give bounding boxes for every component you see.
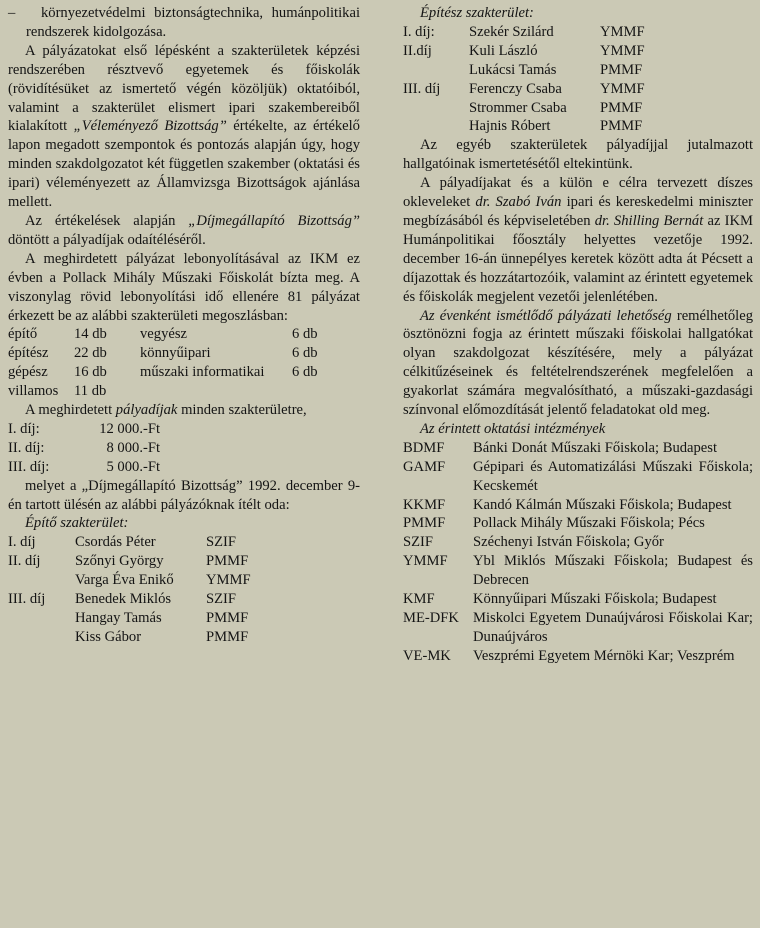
table-cell: KKMF (403, 496, 446, 513)
table-cell: Lukácsi Tamás (469, 61, 557, 78)
table-cell: II.díj (403, 42, 432, 59)
table-cell: GAMF (403, 458, 446, 475)
submission-stats-table (8, 325, 360, 401)
table-cell: III. díj (403, 80, 441, 97)
paragraph-text: remélhetőleg ösztönözni fogja az érintett műszaki főiskolai hallgatókat olyan szakdolgozat készítésére, mely a pályázat célkitűzéseinek és feltételrendszerének megfelelően a gyakorlat számára megvalósítható, a műszaki-gazdasági színvonal előmozdítását jelentő feladatokat old meg. (403, 307, 754, 419)
table-cell: Szőnyi György (75, 553, 164, 570)
table-cell: PMMF (206, 610, 249, 626)
table-cell: III. díj (8, 591, 46, 608)
table-cell: KMF (403, 591, 435, 608)
table-cell: Kandó Kálmán Műszaki Főiskola; Budapest (473, 496, 732, 513)
table-cell: Szekér Szilárd (469, 23, 554, 40)
prize-amounts-table (8, 420, 360, 477)
paragraph-ceremony (403, 174, 753, 306)
table-cell: Gépipari és Automatizálási Műszaki Főiskola; Kecskemét (473, 458, 753, 494)
table-cell: 5 000.-Ft (106, 458, 160, 475)
table-cell: BDMF (403, 439, 445, 456)
table-cell: I. díj: (403, 23, 435, 40)
section-heading: Építő szakterület: (25, 515, 129, 532)
table-cell: PMMF (600, 61, 643, 78)
table-cell: PMMF (206, 628, 249, 645)
table-cell: SZIF (206, 591, 237, 608)
table-cell: I. díj: (8, 420, 40, 437)
emphasis: „Véleményező Bizottság” (73, 118, 227, 135)
table-cell: villamos (8, 383, 59, 400)
table-cell: SZIF (403, 534, 434, 551)
list-item-text: környezetvédelmi biztonságtechnika, humánpolitikai rendszerek kidolgozása. (26, 5, 360, 40)
table-cell: Bánki Donát Műszaki Főiskola; Budapest (473, 439, 718, 456)
paragraph-prizes (8, 401, 360, 420)
table-cell: PMMF (600, 99, 643, 116)
dash-marker: – (8, 5, 16, 21)
table-cell: Hangay Tamás (75, 610, 162, 626)
emphasis: pályadíjak (115, 402, 178, 419)
paragraph-other-fields: Az egyéb szakterületek pályadíjjal jutalmazott hallgatóinak ismertetésétől eltekintünk. (403, 137, 753, 173)
table-cell: II. díj: (8, 439, 45, 456)
table-cell (292, 382, 332, 401)
table-cell (403, 117, 469, 136)
table-cell: PMMF (600, 118, 643, 135)
paragraph-text: A pályázatokat első lépésként a szakterületek képzési rendszerében résztvevő egyetemek és főiskolák (rövidítésüket az ismertető végén közöljük) oktatóiból, valamint a szakterület elismert ipari szakembereiből kialakított (8, 42, 360, 135)
table-cell: YMMF (403, 553, 448, 570)
table-cell: Könnyűipari Műszaki Főiskola; Budapest (473, 591, 717, 608)
table-cell: Kiss Gábor (75, 628, 142, 645)
paragraph-text: ipari és kereskedelmi miniszter megbízásából és képviseletében (403, 194, 754, 229)
table-cell: Strommer Csaba (469, 99, 567, 116)
paragraph-text: A pályadíjakat és a külön e célra tervezett díszes okleveleket (403, 175, 753, 211)
table-cell: ME-DFK (403, 610, 459, 626)
table-cell: YMMF (206, 572, 251, 589)
table-cell: Benedek Miklós (75, 591, 172, 608)
table-cell: Veszprémi Egyetem Mérnöki Kar; Veszprém (473, 647, 735, 664)
table-cell: építő (8, 326, 38, 343)
table-cell (403, 61, 469, 80)
table-cell: 6 db (292, 364, 318, 381)
table-cell: 6 db (292, 345, 318, 362)
table-cell: 22 db (74, 345, 107, 362)
paragraph-text: Az értékelések alapján (25, 212, 176, 229)
paragraph-text: döntött a pályadíjak odaítéléséről. (8, 231, 206, 248)
table-cell: YMMF (600, 23, 645, 40)
table-cell: 8 000.-Ft (106, 439, 160, 456)
epitesz-awards-table (403, 23, 753, 136)
epito-awards-table (8, 533, 360, 646)
table-cell (8, 628, 75, 647)
right-column (403, 4, 753, 666)
paragraph-award-intro: melyet a „Díjmegállapító Bizottság” 1992. december 9-én tartott ülésén az alábbi pályázóknak ítélt oda: (8, 477, 360, 513)
table-cell: YMMF (600, 42, 645, 59)
table-cell: vegyész (140, 326, 188, 343)
table-cell: VE-MK (403, 647, 451, 664)
table-cell: Hajnis Róbert (469, 118, 551, 135)
paragraph-text: A meghirdetett (25, 402, 113, 419)
list-item (8, 4, 360, 42)
paragraph-outlook (403, 307, 753, 420)
table-cell: 6 db (292, 326, 318, 343)
paragraph-evaluation (8, 42, 360, 212)
table-cell: I. díj (8, 534, 36, 551)
table-cell (8, 571, 75, 590)
table-cell: Miskolci Egyetem Dunaújvárosi Főiskolai Kar; Dunaújváros (473, 610, 753, 645)
table-cell: Varga Éva Enikő (75, 572, 174, 589)
table-cell: Csordás Péter (75, 534, 156, 551)
emphasis: Az évenként ismétlődő pályázati lehetőség (420, 307, 672, 324)
table-cell: III. díj: (8, 458, 50, 475)
institutions-table (403, 439, 753, 666)
table-cell: 14 db (74, 326, 107, 343)
section-heading: Az érintett oktatási intézmények (420, 420, 606, 437)
paragraph-text: értékelte, az értékelő lapon megadott szempontok és pontozás alapján úgy, hogy minden szakdolgozatot két független szakember (oktatási és ipari) véleményezett az Államvizsga Bizottságok ajánlása mellett. (8, 118, 360, 211)
table-cell: Ybl Miklós Műszaki Főiskola; Budapest és Debrecen (473, 553, 753, 589)
table-cell (140, 382, 292, 401)
table-cell: II. díj (8, 553, 41, 570)
table-cell: YMMF (600, 80, 645, 97)
left-column (8, 4, 360, 647)
paragraph-text: minden szakterületre, (181, 402, 307, 419)
table-cell: Pollack Mihály Műszaki Főiskola; Pécs (473, 515, 705, 532)
table-cell: Ferenczy Csaba (469, 80, 562, 97)
table-cell (8, 609, 75, 628)
table-cell: építész (8, 345, 49, 362)
paragraph-text: az IKM Humánpolitikai főosztály helyettes vezetője 1992. december 16-án ünnepélyes keretek között adta át Pécsett a díjazottak és hozzátartozóik, valamint az érintett egyetemek és főiskolák megjelent vezetői jelenlétében. (403, 212, 753, 305)
paragraph-decision (8, 212, 360, 250)
emphasis: „Díjmegállapító Bizottság” (188, 212, 360, 229)
table-cell: 12 000.-Ft (99, 420, 160, 437)
emphasis: dr. Shilling Bernát (594, 212, 704, 229)
table-cell: 11 db (74, 383, 107, 400)
table-cell: PMMF (206, 553, 249, 570)
paragraph-submissions: A meghirdetett pályázat lebonyolításával az IKM ez évben a Pollack Mihály Műszaki Főiskolát bízta meg. A viszonylag rövid lebonyolítási idő ellenére 81 pályázat érkezett be az alábbi szakterületi megoszlásban: (8, 250, 360, 324)
table-cell: gépész (8, 364, 48, 381)
emphasis: dr. Szabó Iván (475, 194, 562, 211)
table-cell (403, 99, 469, 118)
table-cell: SZIF (206, 534, 237, 551)
table-cell: Kuli László (469, 42, 538, 59)
table-cell: PMMF (403, 515, 446, 532)
table-cell: könnyűipari (140, 345, 211, 362)
section-heading: Építész szakterület: (420, 5, 534, 21)
table-cell: műszaki informatikai (140, 364, 265, 381)
table-cell: Széchenyi István Főiskola; Győr (473, 534, 664, 551)
table-cell: 16 db (74, 364, 107, 381)
